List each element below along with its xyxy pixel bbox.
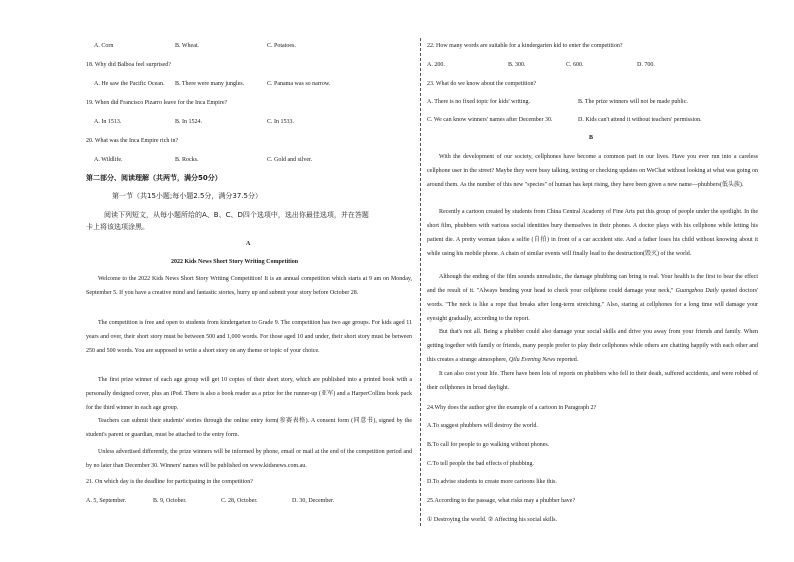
p4-text-b: reported. bbox=[555, 357, 579, 363]
passage-a-paragraph-3: The first prize winner of each age group will get 10 copies of their short story, which are published into a printed book with a personally designed cover, plus an iPod. There is also a book reader as a prize for the runner-up (亚军) and a HarperCollins book pack for the third winner in each age group. bbox=[86, 377, 412, 411]
q22-option-a: A. 200. bbox=[427, 62, 445, 68]
passage-a-paragraph-2: The competition is free and open to students from kindergarten to Grade 9. The competition has two age groups. For kids aged 11 years and over, their short story must be between 500 and 1,000 words. For those aged 10 and under, their short story must be between 250 and 500 words. You are supposed to write a short story on any theme or topic of your choice. bbox=[86, 320, 412, 354]
passage-b-paragraph-1: With the development of our society, cellphones have become a common part in our lives. Have you ever run into a careless cellphone user in the street? Maybe they were busy talking, texting or checking updates on WeChat without looking at what was going on around them. As the number of this new "species" of human has kept rising, they have been given a new name—phubbers(低头族). bbox=[427, 154, 758, 188]
q24-option-b: B.To call for people to go walking without phones. bbox=[427, 442, 550, 448]
q20-option-a: A. Wildlife. bbox=[94, 157, 123, 163]
passage-b-paragraph-5: It can also cost your life. There have been lots of reports on phubbers who fell to their death, suffered accidents, and were robbed of their cellphones in broad daylight. bbox=[427, 371, 758, 391]
q24-question: 24.Why does the author give the example of a cartoon in Paragraph 2? bbox=[427, 405, 597, 411]
passage-b-label: B bbox=[589, 135, 594, 141]
q20-question: 20. What was the Inca Empire rich in? bbox=[86, 138, 179, 144]
passage-b-paragraph-2: Recently a cartoon created by students from China Central Academy of Fine Arts put this group of people under the spotlight. In the short film, phubbers with various social identities bury themselves in their phones. A doctor plays with his cellphone while letting his patient die. A pretty woman takes a selfie (自拍) in front of a car accident site. And a father loses his child without knowing about it while using his mobile phone. A chain of similar events will finally lead to the destruction(毁灭) of the world. bbox=[427, 209, 758, 257]
passage-b-paragraph-4 bbox=[427, 325, 758, 367]
q23-question: 23. What do we know about the competition? bbox=[427, 81, 537, 87]
passage-a-label: A bbox=[246, 241, 251, 247]
q22-question: 22. How many words are suitable for a kindergarten kid to enter the competition? bbox=[427, 43, 623, 49]
q18-option-c: C. Panama was so narrow. bbox=[267, 81, 331, 87]
p4-text-a: But that's not all. Being a phubber could also damage your social skills and drive you away from your friends and family. When getting together with family or friends, many people prefer to play their cellphones while others are chatting happily with each other and this creates a strange atmosphere, bbox=[427, 329, 758, 363]
q21-option-a: A. 5, September. bbox=[86, 498, 127, 504]
q19-option-a: A. In 1513. bbox=[94, 119, 122, 125]
q21-option-b: B. 9, October. bbox=[153, 498, 187, 504]
p3-source: Guangzhou Daily bbox=[675, 288, 719, 294]
q24-option-d: D.To advise students to create more cartoons like this. bbox=[427, 479, 557, 485]
q24-option-c: C.To tell people the bad effects of phubbing. bbox=[427, 461, 534, 467]
p3-text-a: Although the ending of the film sounds unrealistic, the damage phubbing can bring is real. Your health is the first to bear the effect and the result of it. "Always bending your head to check your cellphone could damage your neck," bbox=[427, 274, 758, 294]
q19-option-c: C. In 1533. bbox=[267, 119, 294, 125]
instruction-line-1: 阅读下列短文，从每小题所给的A、B、C、D四个选项中，选出你最佳选项，并在答题 bbox=[104, 211, 369, 219]
section-one-heading: 第一节（共15小题;每小题2.5分，满分37.5分） bbox=[112, 192, 262, 200]
q19-question: 19. When did Francisco Pizarro leave for the Inca Empire? bbox=[86, 100, 228, 106]
q18-option-a: A. He saw the Pacific Ocean. bbox=[94, 81, 165, 87]
q21-option-c: C. 28, October. bbox=[221, 498, 258, 504]
q18-question: 18. Why did Balboa feel surprised? bbox=[86, 62, 171, 68]
q22-option-d: D. 700. bbox=[637, 62, 655, 68]
q21-question: 21. On which day is the deadline for participating in the competition? bbox=[86, 479, 253, 485]
p3-text-b: quoted doctors' words. "The neck is like a rope that breaks after long-term stretching." Also, staring at cellphones for a long time will damage your eyesight gradually, according to the report. bbox=[427, 288, 759, 322]
q20-option-c: C. Gold and silver. bbox=[267, 157, 313, 163]
passage-b-paragraph-3 bbox=[427, 270, 758, 326]
column-divider bbox=[420, 38, 421, 526]
q24-option-a: A.To suggest phubbers will destroy the world. bbox=[427, 423, 538, 429]
p4-source: Qilu Evening News bbox=[508, 357, 556, 363]
passage-a-paragraph-1: Welcome to the 2022 Kids News Short Story Writing Competition! It is an annual competition which starts at 9 am on Monday, September 5. If you have a creative mind and fantastic stories, hurry up and submit your story before October 28. bbox=[86, 276, 412, 296]
q23-option-c: C. We can know winners' names after December 30. bbox=[427, 117, 553, 123]
passage-a-paragraph-4: Teachers can submit their students' stories through the online entry form(参赛表格). A consent form (同意书), signed by the student's parent or guardian, must be attached to the entry form. bbox=[86, 418, 412, 438]
q22-option-c: C. 600. bbox=[566, 62, 584, 68]
q17-option-c: C. Potatoes. bbox=[267, 43, 296, 49]
q20-option-b: B. Rocks. bbox=[175, 157, 199, 163]
q23-option-a: A. There is no fixed topic for kids' writing. bbox=[427, 99, 530, 105]
q18-option-b: B. There were many jungles. bbox=[175, 81, 245, 87]
q21-option-d: D. 30, December. bbox=[292, 498, 335, 504]
q25-question: 25.According to the passage, what risks may a phubber have? bbox=[427, 498, 576, 504]
part-two-heading: 第二部分、阅读理解（共两节，满分50分） bbox=[86, 174, 222, 182]
q23-option-d: D. Kids can't attend it without teachers' permission. bbox=[578, 117, 702, 123]
passage-a-title: 2022 Kids News Short Story Writing Competition bbox=[171, 259, 299, 265]
q23-option-b: B. The prize winners will not be made public. bbox=[578, 99, 688, 105]
q17-option-a: A. Corn bbox=[94, 43, 114, 49]
q25-options: ① Destroying the world. ② Affecting his social skills. bbox=[427, 517, 557, 523]
q22-option-b: B. 300. bbox=[508, 62, 526, 68]
passage-a-paragraph-5: Unless advertised differently, the prize winners will be informed by phone, email or mail at the end of the competition period and by no later than December 30. Winners' names will be published on www.kidsnews.com.au. bbox=[86, 449, 412, 469]
instruction-line-2: 卡上将该选项涂黑。 bbox=[86, 223, 149, 231]
q17-option-b: B. Wheat. bbox=[175, 43, 200, 49]
q19-option-b: B. In 1524. bbox=[175, 119, 202, 125]
